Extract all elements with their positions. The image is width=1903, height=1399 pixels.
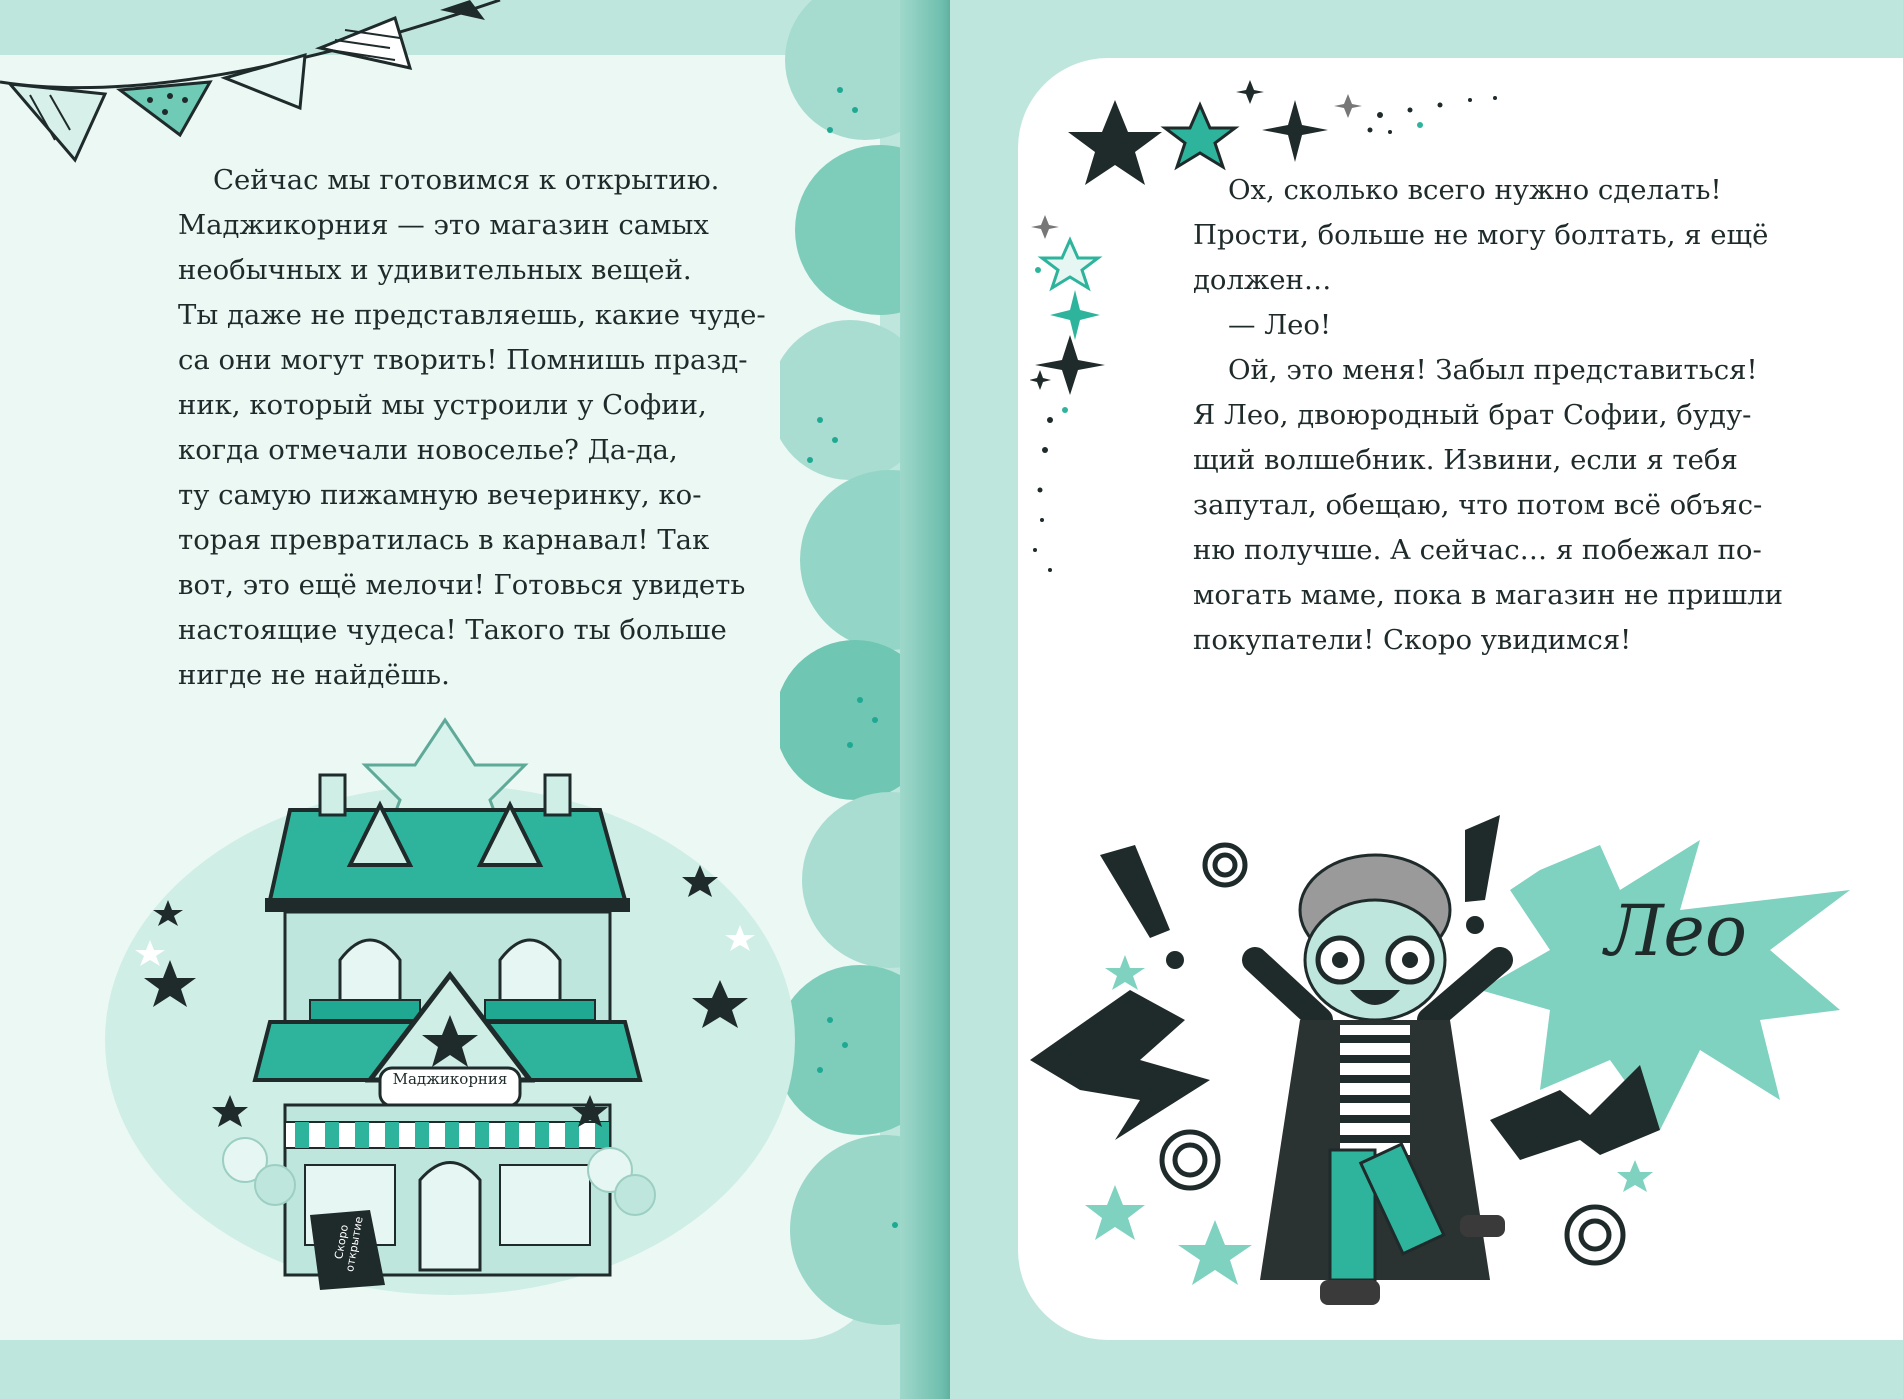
text-line: Ой, это меня! Забыл представиться!	[1193, 354, 1758, 386]
text-line: нигде не найдёшь.	[178, 659, 450, 691]
text-line: торая превратилась в карнавал! Так	[178, 524, 710, 556]
name-burst-label: Лео	[1605, 890, 1747, 972]
text-line: когда отмечали новоселье? Да-да,	[178, 434, 678, 466]
left-page	[0, 0, 945, 1399]
text-line: ню получше. А сейчас… я побежал по-	[1193, 534, 1762, 566]
magic-shop-illustration	[80, 710, 820, 1310]
text-line: покупатели! Скоро увидимся!	[1193, 624, 1632, 656]
leo-character-illustration	[1020, 810, 1870, 1330]
text-line: щий волшебник. Извини, если я тебя	[1193, 444, 1738, 476]
text-line: вот, это ещё мелочи! Готовься увидеть	[178, 569, 746, 601]
text-line: настоящие чудеса! Такого ты больше	[178, 614, 727, 646]
text-line: ник, который мы устроили у Софии,	[178, 389, 707, 421]
chalkboard-sign-text: Скоро открытие	[332, 1215, 366, 1273]
text-line: запутал, обещаю, что потом всё объяс-	[1193, 489, 1763, 521]
right-paragraph	[1193, 168, 1783, 663]
text-line: Я Лео, двоюродный брат Софии, буду-	[1193, 399, 1752, 431]
text-line: могать маме, пока в магазин не пришли	[1193, 579, 1784, 611]
text-line: са они могут творить! Помнишь празд-	[178, 344, 748, 376]
left-paragraph	[178, 158, 766, 698]
text-line: Прости, больше не могу болтать, я ещё	[1193, 219, 1769, 251]
text-line: необычных и удивительных вещей.	[178, 254, 692, 286]
text-line: ту самую пижамную вечеринку, ко-	[178, 479, 702, 511]
text-line: должен…	[1193, 264, 1332, 296]
text-line: Ты даже не представляешь, какие чуде-	[178, 299, 766, 331]
text-line: Ох, сколько всего нужно сделать!	[1193, 174, 1722, 206]
shop-sign-text: Маджикорния	[392, 1070, 508, 1088]
text-line: Маджикорния — это магазин самых	[178, 209, 709, 241]
text-line: Сейчас мы готовимся к открытию.	[178, 164, 720, 196]
bunting-garland-icon	[0, 0, 520, 170]
text-line: — Лео!	[1193, 309, 1332, 341]
